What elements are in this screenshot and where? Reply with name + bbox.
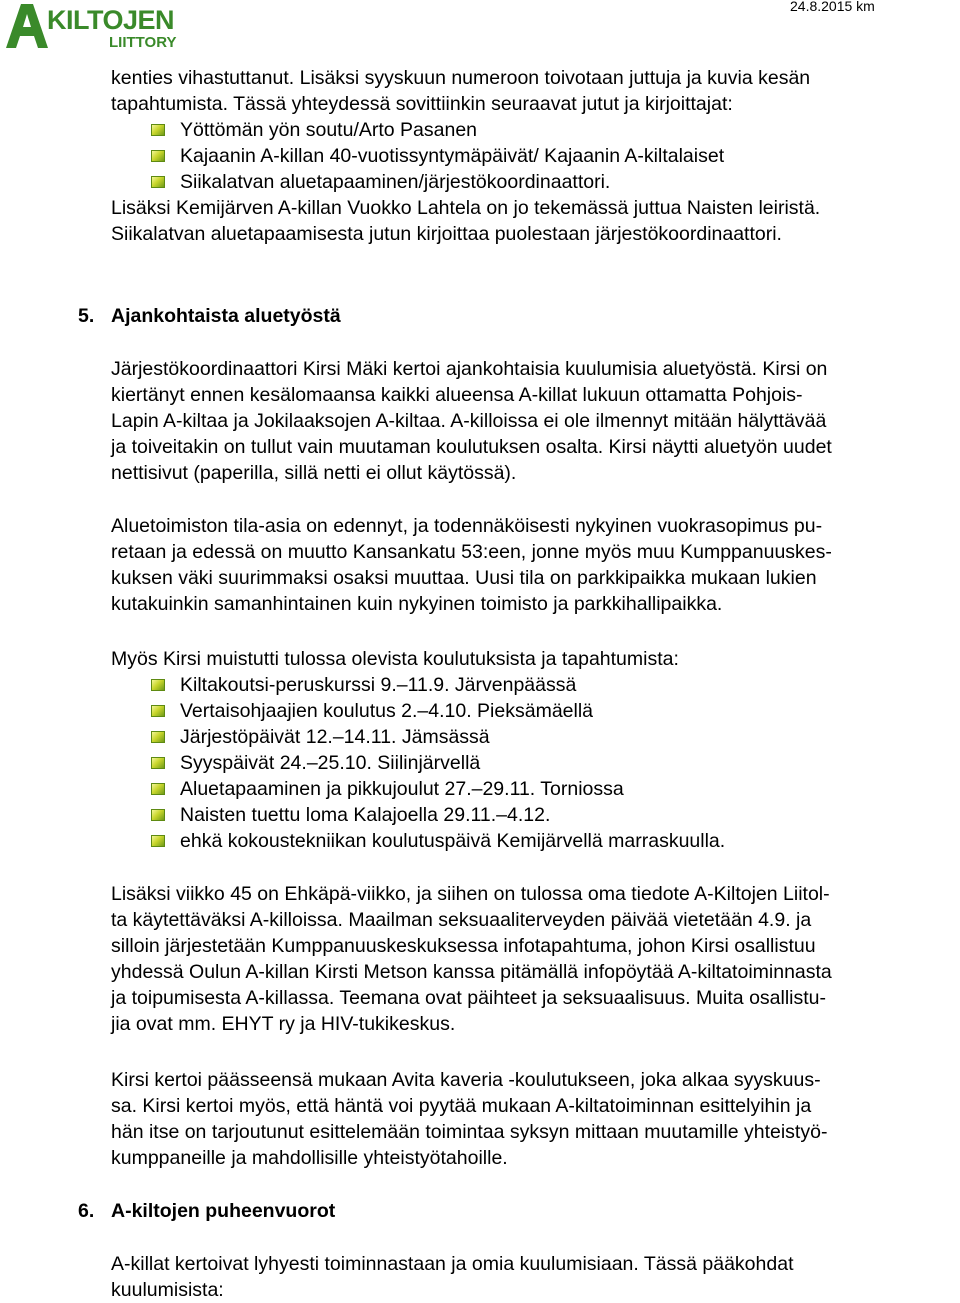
bullet-icon	[151, 124, 165, 136]
intro-line: kenties vihastuttanut. Lisäksi syyskuun numeroon toivotaan juttuja ja kuvia kesän	[111, 67, 811, 89]
bullet-icon	[151, 705, 165, 717]
list-item: ehkä kokoustekniikan koulutuspäivä Kemijärvellä marraskuulla.	[111, 828, 960, 854]
document-date: 24.8.2015 km	[790, 0, 875, 14]
list-item: Yöttömän yön soutu/Arto Pasanen	[111, 117, 960, 143]
list-item: Järjestöpäivät 12.–14.11. Jämsässä	[111, 724, 960, 750]
intro-line: Siikalatvan aluetapaamisesta jutun kirjoittaa puolestaan järjestökoordinaattori.	[111, 223, 782, 245]
section-5-paragraph-2: Aluetoimiston tila-asia on edennyt, ja todennäköisesti nykyinen vuokrasopimus pu- retaan ja edessä on muutto Kansankatu 53:een, jonne myös muu Kumppanuuskes- kuksen väki suurimmaksi osaksi muuttaa. Uusi tila on parkkipaikka mukaan lukien kutakuinkin samanhintainen kuin nykyinen toimisto ja parkkihallipaikka.	[111, 515, 832, 615]
bullet-icon	[151, 679, 165, 691]
bullet-icon	[151, 757, 165, 769]
bullet-icon	[151, 176, 165, 188]
intro-block	[111, 65, 960, 247]
list-item: Syyspäivät 24.–25.10. Siilinjärvellä	[111, 750, 960, 776]
list-item: Kiltakoutsi-peruskurssi 9.–11.9. Järvenpäässä	[111, 672, 960, 698]
bullet-icon	[151, 783, 165, 795]
list-item: Aluetapaaminen ja pikkujoulut 27.–29.11. Torniossa	[111, 776, 960, 802]
section-6-heading: 6. A-kiltojen puheenvuorot	[78, 1200, 336, 1222]
list-item: Siikalatvan aluetapaaminen/järjestökoordinaattori.	[111, 169, 960, 195]
section-5-paragraph-4: Lisäksi viikko 45 on Ehkäpä-viikko, ja siihen on tulossa oma tiedote A-Kiltojen Liitol- ta käytettäväksi A-killoissa. Maailman seksuaaliterveyden päivää vietetään 4.9. ja silloin järjestetään Kumppanuuskeskuksessa infotapahtuma, johon Kirsi osallistuu yhdessä Oulun A-killan Kirsti Metson kanssa pitämällä infopöytää A-kiltatoiminnasta ja toipumisesta A-killassa. Teemana ovat päihteet ja seksuaalisuus. Muita osallistu- jia ovat mm. EHYT ry ja HIV-tukikeskus.	[111, 883, 832, 1035]
section-6-paragraph: A-killat kertoivat lyhyesti toiminnastaan ja omia kuulumisiaan. Tässä pääkohdat kuulumisista:	[111, 1253, 794, 1301]
bullet-icon	[151, 835, 165, 847]
intro-line: Lisäksi Kemijärven A-killan Vuokko Lahtela on jo tekemässä juttua Naisten leiristä.	[111, 197, 821, 219]
section-5-heading: 5. Ajankohtaista aluetyöstä	[78, 305, 341, 327]
intro-line: tapahtumista. Tässä yhteydessä sovittiinkin seuraavat jutut ja kirjoittajat:	[111, 93, 733, 115]
section-5-paragraph-1: Järjestökoordinaattori Kirsi Mäki kertoi ajankohtaisia kuulumisia aluetyöstä. Kirsi on kiertänyt ennen kesälomaansa kaikki alueensa A-killat lukuun ottamatta Pohjois- Lapin A-kiltaa ja Jokilaaksojen A-kiltaa. A-killoissa ei ole ilmennyt mitään hälyttävää ja toiveitakin on tullut vain muutaman koulutuksen osalta. Kirsi näytti aluetyön uudet nettisivut (paperilla, sillä netti ei ollut käytössä).	[111, 358, 832, 484]
event-list	[111, 672, 960, 854]
section-5-events	[111, 646, 960, 854]
logo-text-sub: LIITTORY	[109, 34, 177, 50]
logo-text-main: KILTOJEN	[47, 5, 175, 35]
bullet-icon	[151, 809, 165, 821]
bullet-icon	[151, 150, 165, 162]
list-item: Naisten tuettu loma Kalajoella 29.11.–4.12.	[111, 802, 960, 828]
events-intro: Myös Kirsi muistutti tulossa olevista koulutuksista ja tapahtumista:	[111, 648, 679, 670]
list-item: Vertaisohjaajien koulutus 2.–4.10. Pieksämäellä	[111, 698, 960, 724]
a-kiltojen-liitto-logo	[4, 2, 200, 50]
list-item: Kajaanin A-killan 40-vuotissyntymäpäivät/ Kajaanin A-kiltalaiset	[111, 143, 960, 169]
bullet-icon	[151, 731, 165, 743]
article-list	[111, 117, 960, 195]
section-5-paragraph-5: Kirsi kertoi päässeensä mukaan Avita kaveria -koulutukseen, joka alkaa syyskuus- sa. Kirsi kertoi myös, että häntä voi pyytää mukaan A-kiltatoiminnan esittelyihin ja hän itse on tarjoutunut esittelemään toimintaa syksyn mittaan muutamille yhteistyö- kumppaneille ja mahdollisille yhteistyötahoille.	[111, 1069, 828, 1169]
